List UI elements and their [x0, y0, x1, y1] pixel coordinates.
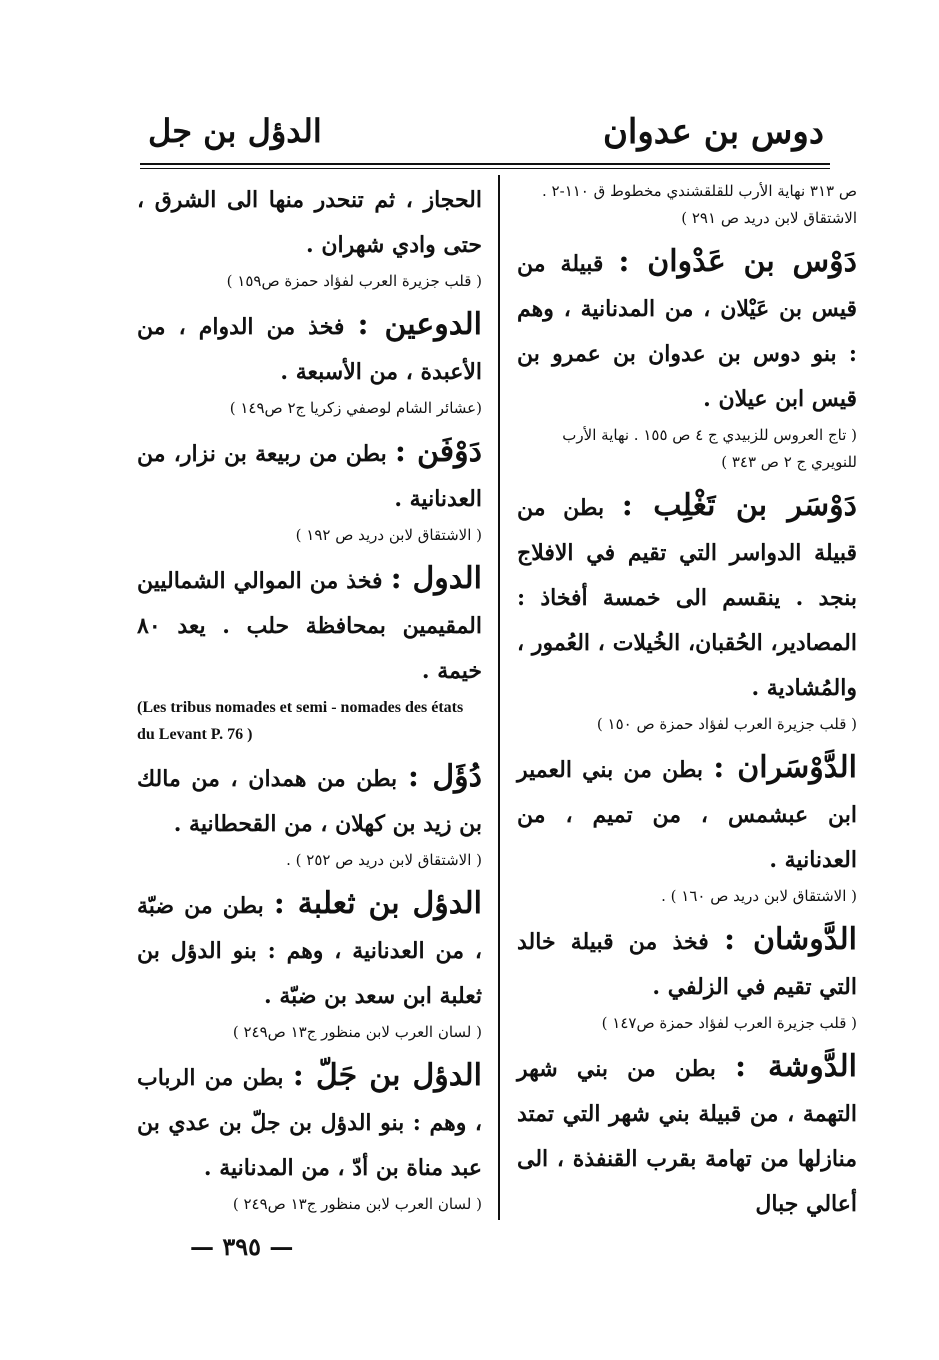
- entry-text: بطن من بني العمير ابن عبشمس ، من تميم ، من العدنانية .: [517, 757, 857, 873]
- header-rule-thin: [140, 168, 830, 169]
- running-header-right: دوس بن عدوان: [602, 112, 824, 152]
- entry-text: فخذ من الموالي الشماليين المقيمين بمحافظة حلب . يعد ٨٠ خيمة .: [137, 568, 482, 684]
- entry-head: الدوعين :: [357, 307, 482, 342]
- running-header-left: الدؤل بن جل: [148, 112, 322, 150]
- citation: ( الاشتقاق لابن دريد ص ١٩٢ ): [295, 526, 482, 544]
- entry: [137, 302, 482, 395]
- column-divider: [498, 175, 500, 1220]
- entry-head: الدَّوشان :: [723, 922, 857, 957]
- citation: (عشائر الشام لوصفي زكريا ج٢ ص١٤٩ ): [229, 399, 482, 417]
- entry-head: دَوْفَن :: [394, 434, 482, 469]
- entry-head: دَوْسَر بن تَغْلِب :: [621, 488, 858, 523]
- citation: ( الاشتقاق لابن دريد ص ٢٥٢ ) .: [286, 851, 482, 869]
- entry-head: الدؤل بن ثعلبة :: [273, 886, 482, 921]
- entry-head: الدَّوْسَران :: [713, 750, 857, 785]
- entry-continuation: الحجاز ، ثم تنحدر منها الى الشرق ، حتى وادي شهران .: [137, 187, 482, 258]
- entry-text: بطن من قبيلة الدواسر التي تقيم في الافلاج بنجد . ينقسم الى خمسة أفخاذ : المصادير، الحُقبان، الخُيلات ، العُمور ، والمُشادية .: [517, 495, 857, 701]
- entry-head: الدول :: [390, 561, 482, 596]
- citation: ( تاج العروس للزبيدي ج ٤ ص ١٥٥ . نهاية الأرب للنويري ج ٢ ص ٣٤٣ ): [562, 426, 857, 471]
- entry-head: دُؤَل :: [407, 759, 482, 794]
- citation: ( قلب جزيرة العرب لفؤاد حمزة ص١٤٧ ): [601, 1014, 857, 1032]
- citation: ( الاشتقاق لابن دريد ص ١٦٠ ) .: [661, 887, 857, 905]
- right-column: [517, 178, 857, 1227]
- entry-head: الدَّوشة :: [735, 1049, 857, 1084]
- entry: [137, 556, 482, 694]
- citation: ( لسان العرب لابن منظور ج١٣ ص٢٤٩ ): [232, 1023, 482, 1041]
- entry: [517, 483, 857, 711]
- entry-head: الدؤل بن جَلّ :: [292, 1058, 482, 1093]
- entry: [517, 239, 857, 422]
- citation: ص ٣١٣ نهاية الأرب للقلقشندي مخطوط ق ١١٠-٢ . الاشتقاق لابن دريد ص ٢٩١ ): [542, 182, 857, 227]
- entry: [517, 745, 857, 883]
- entry: [517, 917, 857, 1010]
- entry: [137, 429, 482, 522]
- page-number: — ٣٩٥ —: [190, 1232, 294, 1261]
- entry: [137, 754, 482, 847]
- entry-text: بطن من ربيعة بن نزار، من العدنانية .: [137, 441, 482, 512]
- header-rule-thick: [140, 163, 830, 165]
- entry: [517, 1044, 857, 1227]
- entry-text: قبيلة من قيس بن عَيْلان ، من المدنانية ، وهم : بنو دوس بن عدوان بن عمرو بن قيس ابن عيلان .: [517, 251, 857, 412]
- left-column: [137, 178, 482, 1225]
- citation-latin: (Les tribus nomades et semi - nomades des états du Levant P. 76 ): [137, 699, 464, 743]
- entry-text: بطن من الرباب ، وهم : بنو الدؤل بن جلّ بن عدي بن عبد مناة بن أدّ ، من المدنانية .: [137, 1065, 482, 1181]
- citation: ( لسان العرب لابن منظور ج١٣ ص٢٤٩ ): [232, 1195, 482, 1213]
- citation: ( قلب جزيرة العرب لفؤاد حمزة ص ١٥٠ ): [596, 715, 857, 733]
- entry-head: دَوْس بن عَدْوان :: [618, 244, 857, 279]
- entry-text: فخذ من قبيلة خالد التي تقيم في الزلفي .: [517, 929, 857, 1000]
- entry-text: بطن من همدان ، من مالك بن زيد بن كهلان ، من القحطانية .: [137, 766, 482, 837]
- entry: [137, 881, 482, 1019]
- citation: ( قلب جزيرة العرب لفؤاد حمزة ص١٥٩ ): [226, 272, 482, 290]
- entry-text: بطن من ضبّة ، من العدنانية ، وهم : بنو الدؤل بن ثعلبة ابن سعد بن ضبّة .: [137, 893, 482, 1009]
- entry: [137, 1053, 482, 1191]
- entry-text: بطن من بني شهر التهمة ، من قبيلة بني شهر التي تمتد منازلها من تهامة بقرب القنفذة ، الى أعالي جبال: [517, 1056, 857, 1217]
- entry-text: فخذ من الدوام ، من الأعبدة ، من الأسبعة .: [137, 314, 482, 385]
